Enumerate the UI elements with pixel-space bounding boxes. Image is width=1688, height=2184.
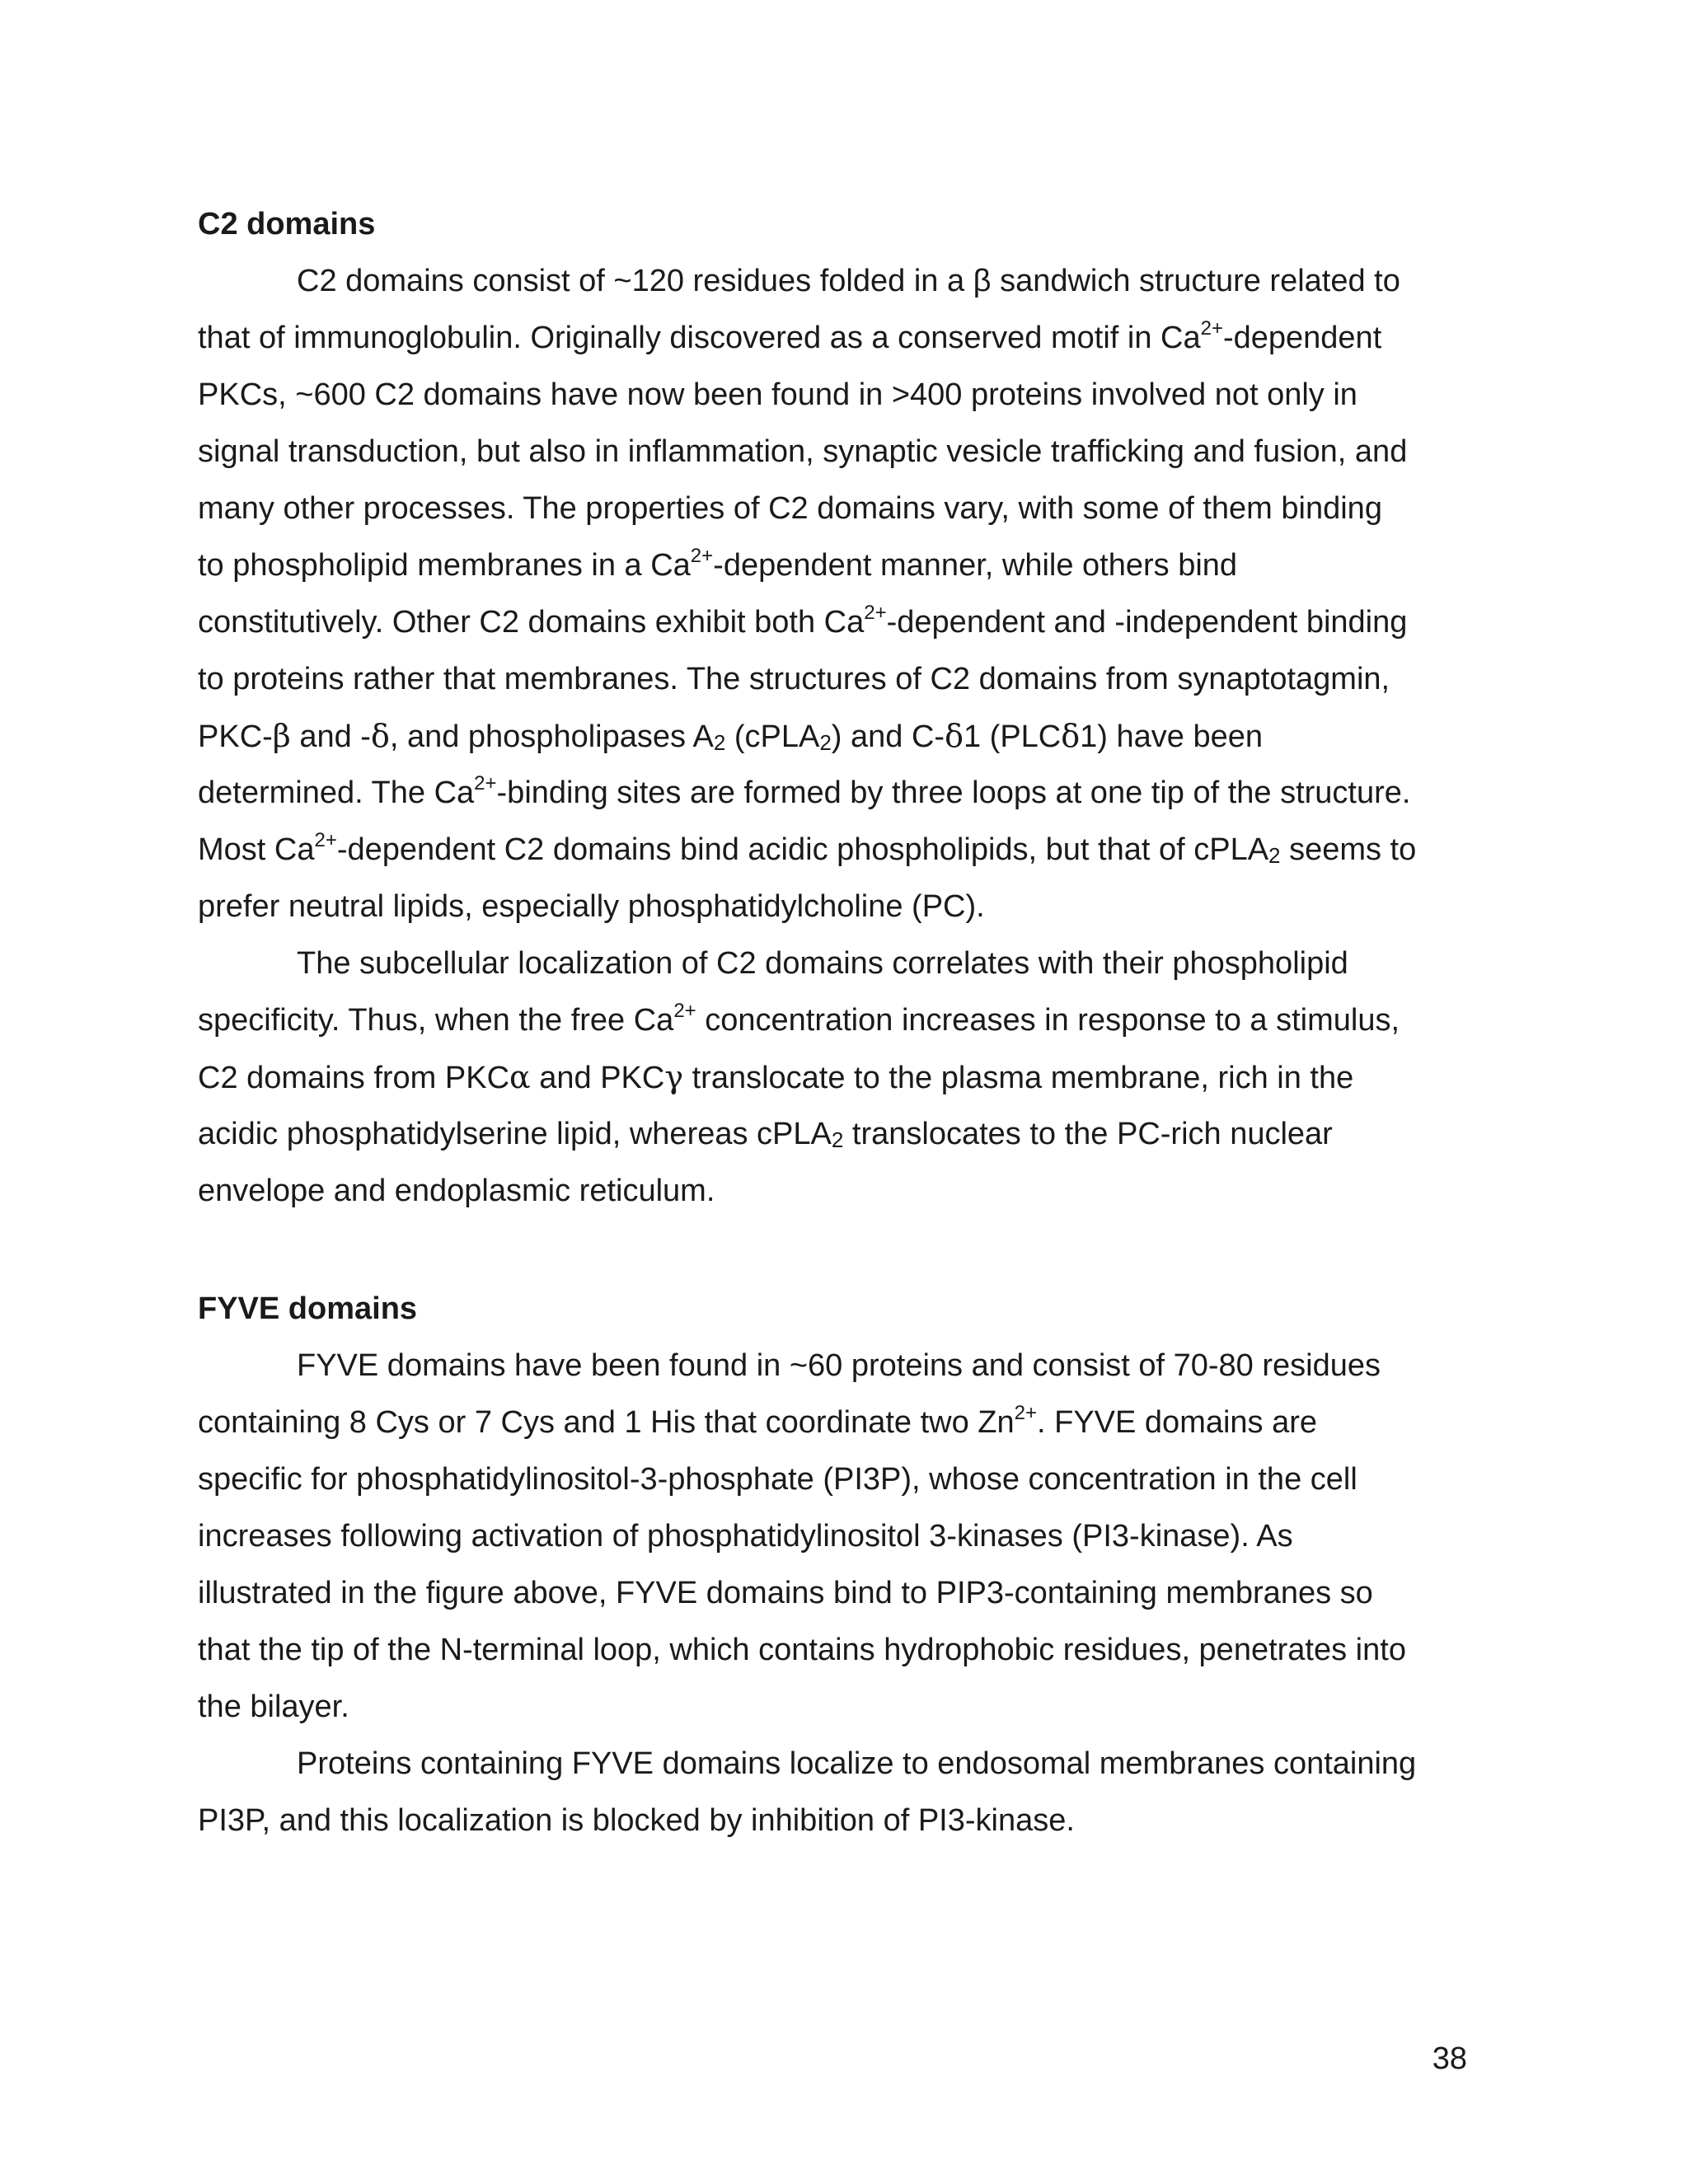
text-line: specific for phosphatidylinositol-3-phosphate (PI3P), whose concentration in the cell — [198, 1462, 1357, 1497]
paragraph — [198, 253, 1492, 935]
text-line: The subcellular localization of C2 domains correlates with their phospholipid — [297, 946, 1348, 981]
text-line: to proteins rather that membranes. The structures of C2 domains from synaptotagmin, — [198, 662, 1390, 696]
text-line: prefer neutral lipids, especially phosphatidylcholine (PC). — [198, 889, 985, 924]
text-line: C2 domains consist of ~120 residues folded in a β sandwich structure related to — [297, 264, 1400, 298]
text-line: the bilayer. — [198, 1690, 349, 1724]
text-line: that of immunoglobulin. Originally discovered as a conserved motif in $Ca^{2+}$-dependent — [198, 317, 1382, 355]
text-line: increases following activation of phosphatidylinositol 3-kinases (PI3-kinase). As — [198, 1519, 1293, 1554]
text-line: containing 8 Cys or 7 Cys and 1 His that coordinate two $Zn^{2+}$. FYVE domains are — [198, 1402, 1318, 1440]
paragraph — [198, 935, 1492, 1220]
text-line: Proteins containing FYVE domains localize to endosomal membranes containing — [297, 1746, 1417, 1781]
section-heading: FYVE domains — [198, 1291, 418, 1326]
text-line: Most $Ca^{2+}$-dependent C2 domains bind acidic phospholipids, but that of cPLA$_2$ seems to — [198, 829, 1417, 868]
section-c2-domains — [198, 196, 1492, 1220]
text-line: illustrated in the figure above, FYVE domains bind to PIP3-containing membranes so — [198, 1576, 1373, 1610]
paragraph — [198, 1736, 1492, 1849]
text-line: PI3P, and this localization is blocked by inhibition of PI3-kinase. — [198, 1803, 1075, 1838]
text-line: signal transduction, but also in inflammation, synaptic vesicle trafficking and fusion, and — [198, 434, 1408, 469]
text-line: FYVE domains have been found in ~60 proteins and consist of 70-80 residues — [297, 1348, 1381, 1383]
text-line: envelope and endoplasmic reticulum. — [198, 1174, 715, 1208]
text-line: PKCs, ~600 C2 domains have now been found in >400 proteins involved not only in — [198, 377, 1357, 412]
text-line: many other processes. The properties of C2 domains vary, with some of them binding — [198, 491, 1382, 526]
text-line: constitutively. Other C2 domains exhibit both $Ca^{2+}$-dependent and -independent binding — [198, 602, 1408, 640]
text-line: determined. The $Ca^{2+}$-binding sites are formed by three loops at one tip of the structure. — [198, 772, 1411, 810]
text-line: C2 domains from PKCα and PKCγ translocate to the plasma membrane, rich in the — [198, 1059, 1354, 1095]
text-line: PKC-β and -δ, and phospholipases $A_2$ (cPLA$_2$) and C-δ1 (PLCδ1) have been — [198, 718, 1263, 755]
text-line: acidic phosphatidylserine lipid, whereas cPLA$_2$ translocates to the PC-rich nuclear — [198, 1117, 1333, 1152]
page-number: 38 — [1432, 2041, 1467, 2076]
section-heading: C2 domains — [198, 207, 376, 241]
text-line: to phospholipid membranes in a $Ca^{2+}$-dependent manner, while others bind — [198, 545, 1238, 583]
text-line: that the tip of the N-terminal loop, which contains hydrophobic residues, penetrates into — [198, 1633, 1406, 1667]
section-fyve-domains — [198, 1281, 1492, 1849]
text-line: specificity. Thus, when the free $Ca^{2+}$ concentration increases in response to a stimulus, — [198, 1000, 1400, 1038]
paragraph — [198, 1338, 1492, 1736]
